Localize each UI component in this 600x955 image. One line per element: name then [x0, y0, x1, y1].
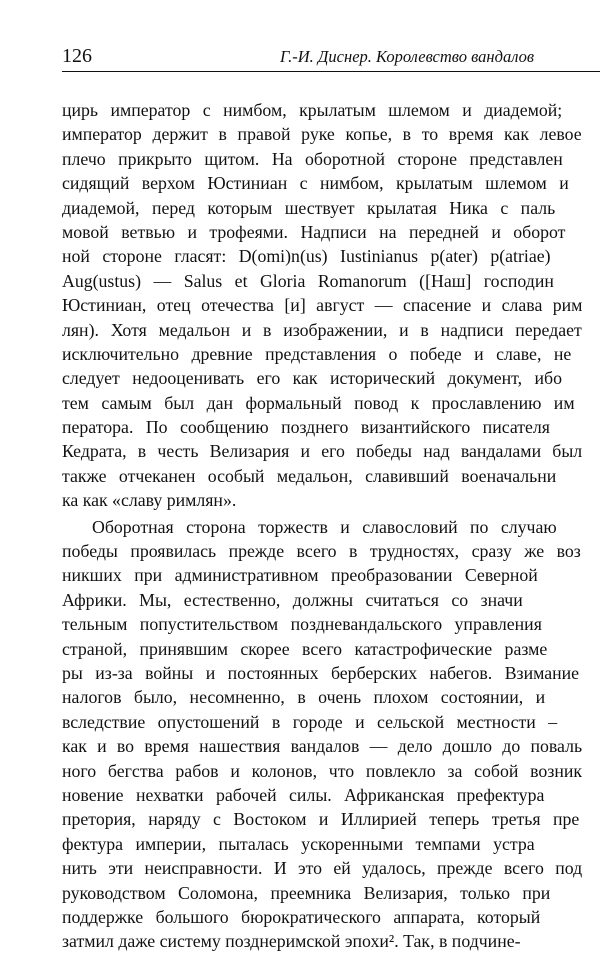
text-line: исключительно древние представления о победе и славе, не [62, 343, 572, 364]
text-line: налогов было, несомненно, в очень плохом состоянии, и [62, 687, 546, 708]
text-line: ка как «славу римлян». [62, 490, 237, 511]
text-line: Африки. Мы, естественно, должны считаться со значи [62, 589, 523, 610]
paragraph [62, 98, 582, 513]
body-text [62, 98, 582, 954]
text-line: цирь император с нимбом, крылатым шлемом и диадемой; [62, 100, 563, 120]
text-line: новение нехватки рабочей силы. Африканская префектура [62, 784, 545, 805]
text-line: вследствие опустошений в городе и сельской местности – [62, 711, 558, 732]
text-line: Оборотная сторона торжеств и славословий по случаю [92, 516, 557, 537]
text-line: ной стороне гласят: D(omi)n(us) Iustinianus p(ater) p(atriae) [62, 246, 551, 267]
text-line: страной, принявшим скорее всего катастрофические разме [62, 638, 548, 659]
text-line: фектура империи, пыталась ускоренными темпами устра [62, 833, 535, 854]
text-line: также отчеканен особый медальон, славивший военачальни [62, 465, 557, 486]
text-line: затмил даже систему позднеримской эпохи². Так, в подчине- [62, 931, 521, 952]
text-line: никших при административном преобразовании Северной [62, 565, 538, 586]
text-line: тем самым был дан формальный повод к прославлению им [62, 392, 575, 413]
text-line: ного бегства рабов и колонов, что повлекло за собой возник [62, 760, 582, 781]
text-line: ры из-за войны и постоянных берберских набегов. Взимание [62, 662, 580, 683]
text-line: диадемой, перед которым шествует крылатая Ника с паль [62, 197, 556, 218]
text-line: лян). Хотя медальон и в изображении, и в надписи передает [62, 319, 582, 340]
text-line: руководством Соломона, преемника Велизария, только при [62, 882, 551, 903]
text-line: Юстиниан, отец отечества [и] август — спасение и слава рим [62, 295, 582, 316]
text-line: как и во время нашествия вандалов — дело дошло до поваль [62, 736, 582, 757]
text-line: нить эти неисправности. И это ей удалось, прежде всего под [62, 858, 582, 879]
text-line: ператора. По сообщению позднего византийского писателя [62, 417, 550, 438]
text-line: победы проявилась прежде всего в трудностях, сразу же воз [62, 541, 581, 562]
text-line: мовой ветвью и трофеями. Надписи на передней и оборот [62, 221, 566, 242]
text-line: плечо прикрыто щитом. На оборотной стороне представлен [62, 148, 563, 169]
text-line: поддержке большого бюрократического аппарата, который [62, 906, 541, 927]
header-rule [62, 71, 600, 72]
text-line: тельным попустительством поздневандальского управления [62, 614, 542, 635]
running-title: Г.-И. Диснер. Королевство вандалов [280, 47, 535, 66]
text-line: Кедрата, в честь Велизария и его победы над вандалами был [62, 441, 582, 462]
text-line: претория, наряду с Востоком и Иллирией теперь третья пре [62, 809, 580, 830]
text-line: сидящий верхом Юстиниан с нимбом, крылатым шлемом и [62, 173, 569, 194]
page-header [62, 43, 600, 71]
text-line: император держит в правой руке копье, в то время как левое [62, 124, 582, 145]
text-line: Aug(ustus) — Salus et Gloria Romanorum ([Наш] господин [62, 270, 554, 291]
page-number: 126 [62, 45, 92, 67]
paragraph [62, 515, 582, 954]
text-line: следует недооценивать его как исторический документ, ибо [62, 368, 562, 389]
